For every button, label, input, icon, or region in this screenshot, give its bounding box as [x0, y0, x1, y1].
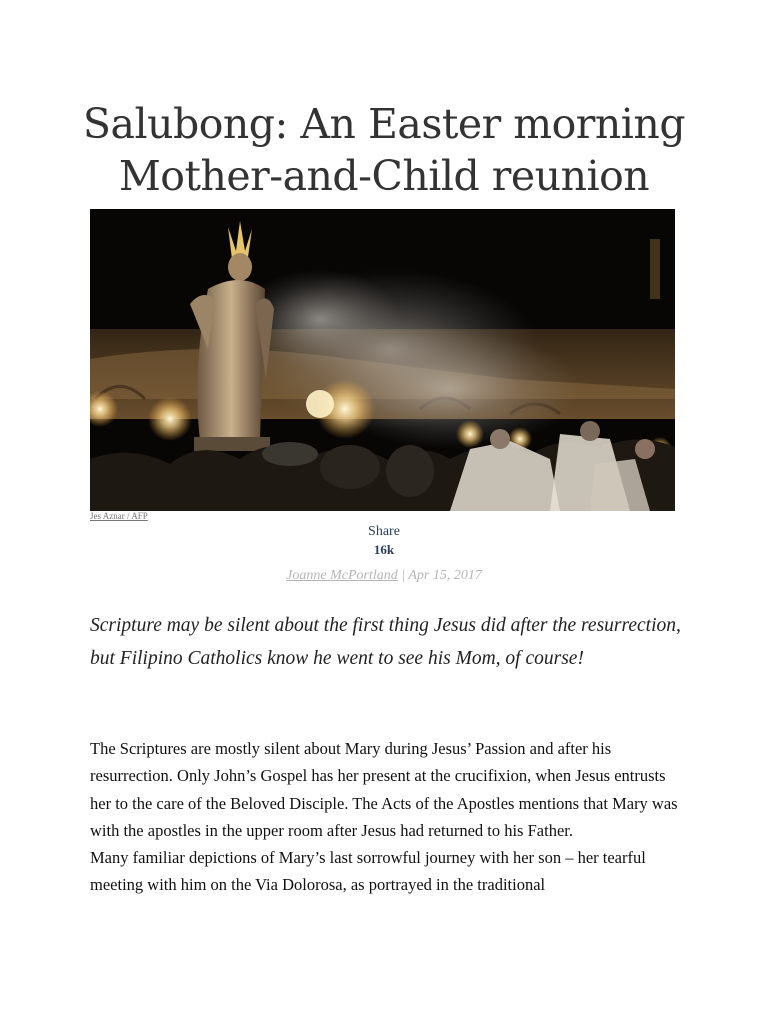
share-label[interactable]: Share [368, 524, 400, 539]
article-body [90, 735, 690, 899]
share-block[interactable] [0, 523, 768, 559]
article-lede: Scripture may be silent about the first thing Jesus did after the resurrection, but Filipino Catholics know he went to see his Mom, of course! [90, 615, 681, 669]
hero-image [90, 209, 675, 511]
body-paragraph: The Scriptures are mostly silent about Mary during Jesus’ Passion and after his resurrection. Only John’s Gospel has her present at the crucifixion, when Jesus entrusts her to the care of the Beloved Disciple. The Acts of the Apostles mentions that Mary was with the apostles in the upper room after Jesus had returned to his Father. [90, 739, 678, 840]
author-link[interactable]: Joanne McPortland [286, 568, 398, 583]
image-credit[interactable]: Jes Aznar / AFP [90, 511, 148, 521]
byline [0, 568, 768, 584]
share-count: 16k [373, 542, 395, 557]
byline-separator: | [397, 568, 409, 583]
body-paragraph: Many familiar depictions of Mary’s last sorrowful journey with her son – her tearful meeting with him on the Via Dolorosa, as portrayed in the traditional [90, 848, 646, 895]
publish-date: Apr 15, 2017 [408, 568, 482, 583]
article-title: Salubong: An Easter morning Mother-and-Child reunion [82, 100, 686, 200]
